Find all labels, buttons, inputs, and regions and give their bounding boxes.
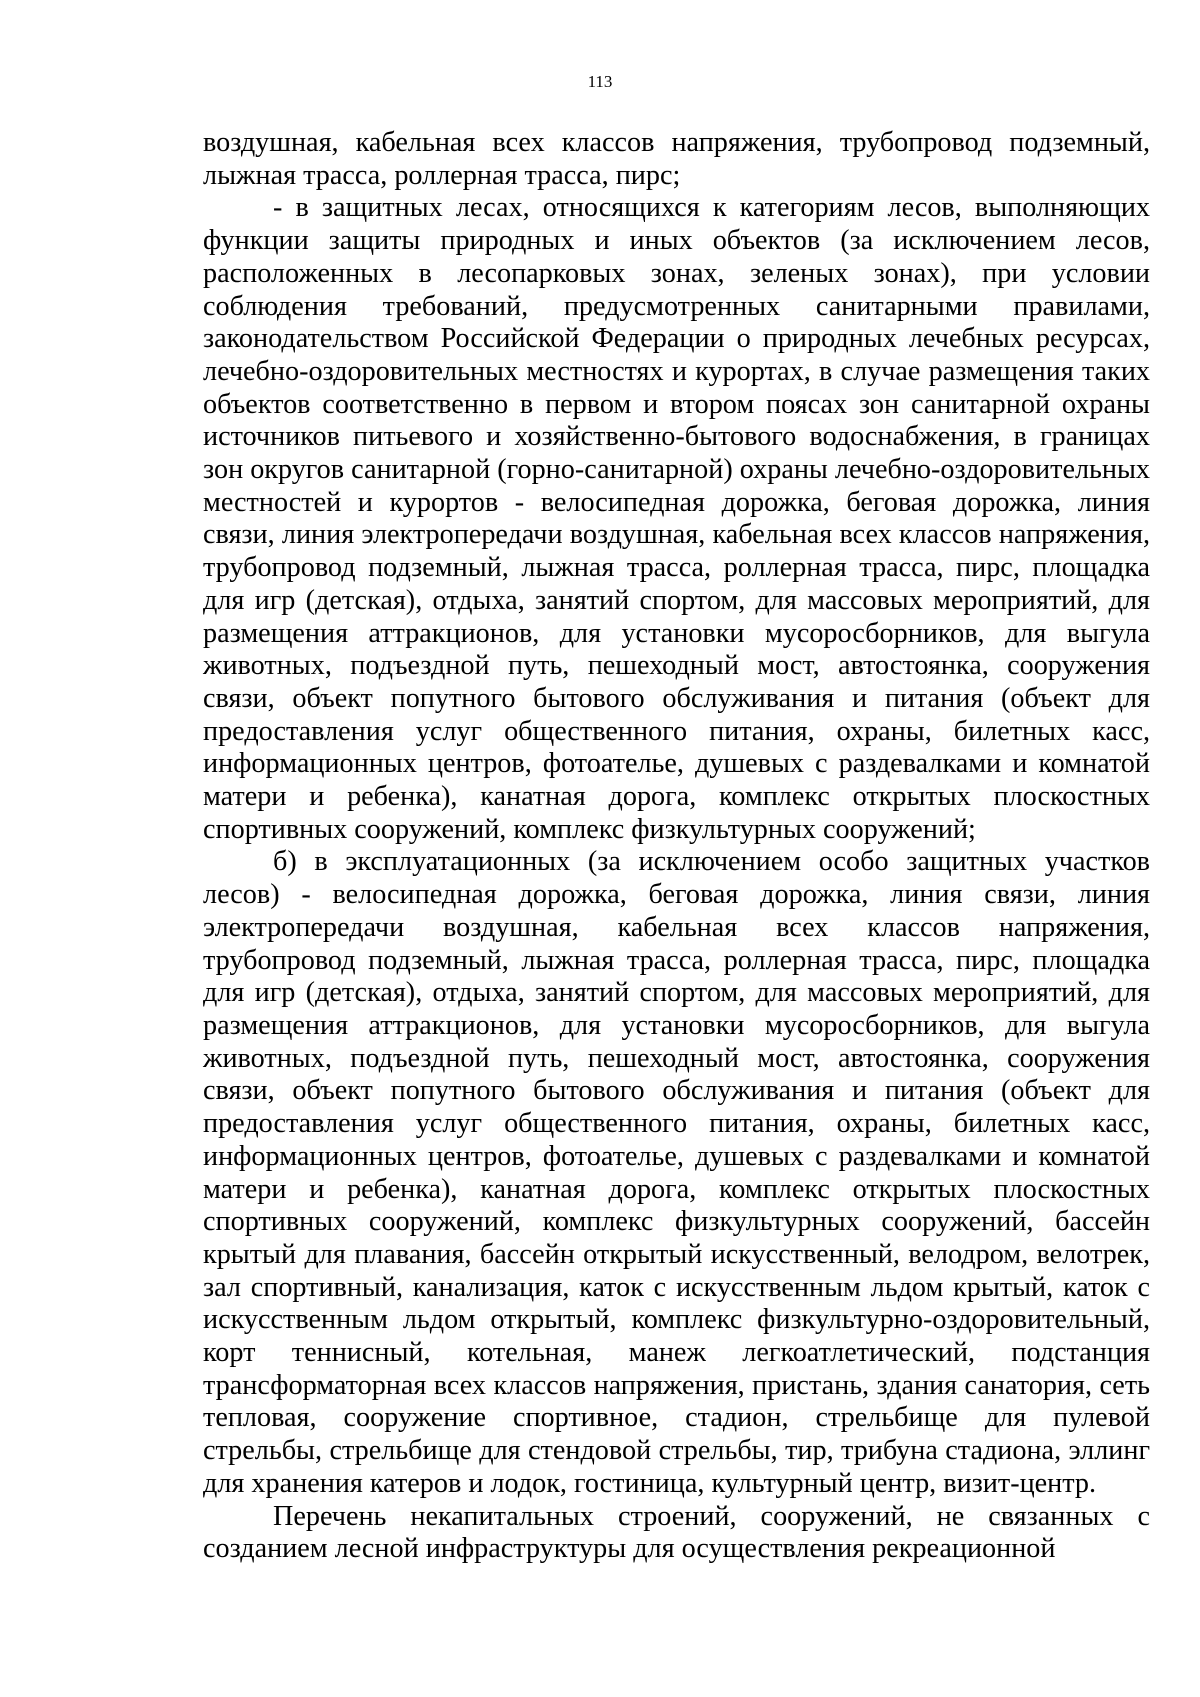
paragraph-protective-forests: - в защитных лесах, относящихся к категориям лесов, выполняющих функции защиты природных и иных объектов (за исключением лесов, расположенных в лесопарковых зонах, зеленых зонах), при условии соблюдения требований, предусмотренных санитарными правилами, законодательством Российской Федерации о природных лечебных ресурсах, лечебно-оздоровительных местностях и курортах, в случае размещения таких объектов соответственно в первом и втором поясах зон санитарной охраны источников питьевого и хозяйственно-бытового водоснабжения, в границах зон округов санитарной (горно-санитарной) охраны лечебно-оздоровительных местностей и курортов - велосипедная дорожка, беговая дорожка, линия связи, линия электропередачи воздушная, кабельная всех классов напряжения, трубопровод подземный, лыжная трасса, роллерная трасса, пирс, площадка для игр (детская), отдыха, занятий спортом, для массовых мероприятий, для размещения аттракционов, для установки мусоросборников, для выгула животных, подъездной путь, пешеходный мост, автостоянка, сооружения связи, объект попутного бытового обслуживания и питания (объект для предоставления услуг общественного питания, охраны, билетных касс, информационных центров, фотоателье, душевых с раздевалками и комнатой матери и ребенка), канатная дорога, комплекс открытых плоскостных спортивных сооружений, комплекс физкультурных сооружений;	[203, 192, 1150, 845]
paragraph-operational-forests: б) в эксплуатационных (за исключением особо защитных участков лесов) - велосипедная дорожка, беговая дорожка, линия связи, линия электропередачи воздушная, кабельная всех классов напряжения, трубопровод подземный, лыжная трасса, роллерная трасса, пирс, площадка для игр (детская), отдыха, занятий спортом, для массовых мероприятий, для размещения аттракционов, для установки мусоросборников, для выгула животных, подъездной путь, пешеходный мост, автостоянка, сооружения связи, объект попутного бытового обслуживания и питания (объект для предоставления услуг общественного питания, охраны, билетных касс, информационных центров, фотоателье, душевых с раздевалками и комнатой матери и ребенка), канатная дорога, комплекс открытых плоскостных спортивных сооружений, комплекс физкультурных сооружений, бассейн крытый для плавания, бассейн открытый искусственный, велодром, велотрек, зал спортивный, канализация, каток с искусственным льдом крытый, каток с искусственным льдом открытый, комплекс физкультурно-оздоровительный, корт теннисный, котельная, манеж легкоатлетический, подстанция трансформаторная всех классов напряжения, пристань, здания санатория, сеть тепловая, сооружение спортивное, стадион, стрельбище для пулевой стрельбы, стрельбище для стендовой стрельбы, тир, трибуна стадиона, эллинг для хранения катеров и лодок, гостиница, культурный центр, визит-центр.	[203, 846, 1150, 1499]
document-body	[203, 127, 1150, 1566]
page-number: 113	[587, 72, 613, 91]
paragraph-non-capital-list: Перечень некапитальных строений, сооружений, не связанных с созданием лесной инфраструктуры для осуществления рекреационной	[203, 1500, 1150, 1565]
paragraph-continuation: воздушная, кабельная всех классов напряжения, трубопровод подземный, лыжная трасса, роллерная трасса, пирс;	[203, 127, 1150, 191]
